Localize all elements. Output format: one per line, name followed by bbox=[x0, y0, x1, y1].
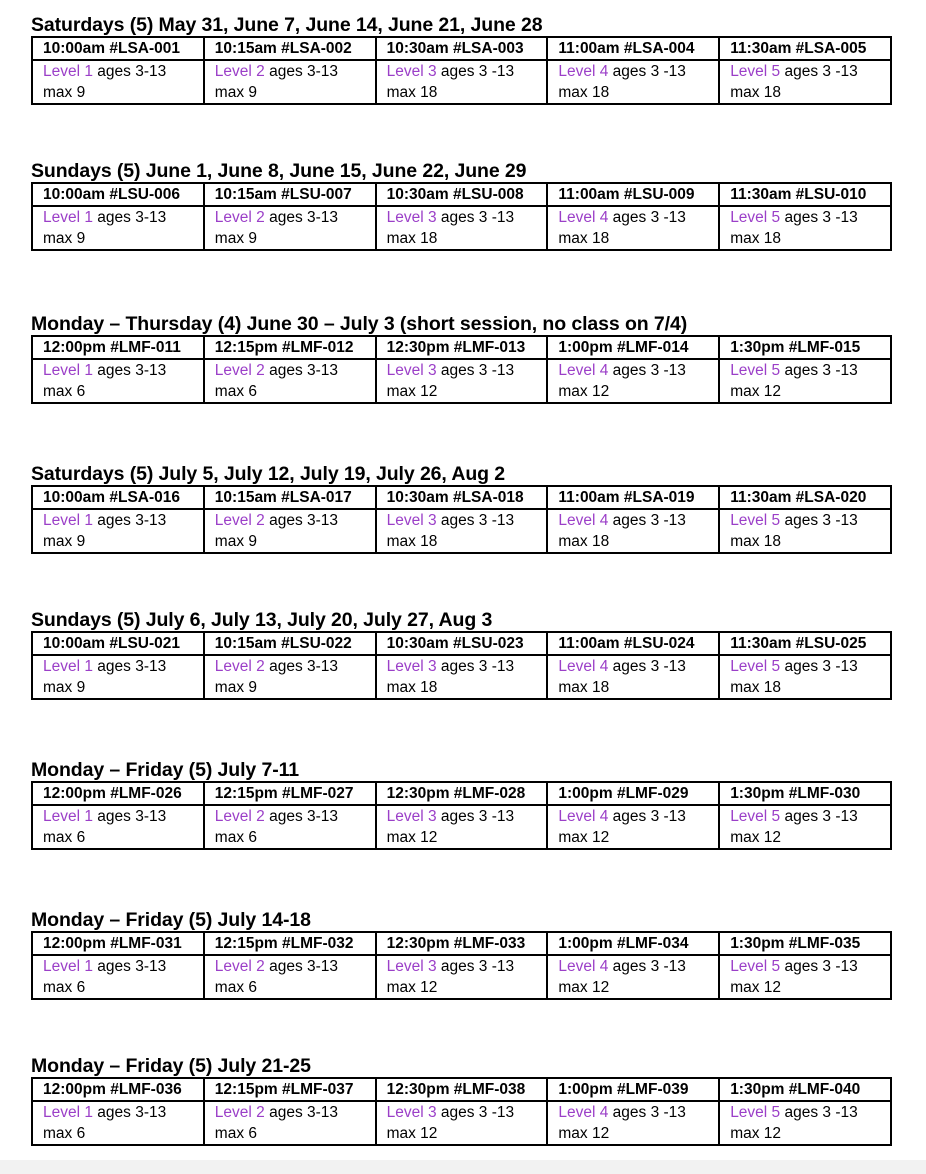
class-time-code: 11:00am #LSA-019 bbox=[547, 486, 719, 509]
max-text: max 6 bbox=[214, 829, 258, 846]
max-text: max 18 bbox=[730, 84, 782, 101]
table-detail-row bbox=[32, 206, 891, 250]
table-header-row bbox=[32, 486, 891, 509]
ages-text: ages 3 -13 bbox=[780, 808, 858, 825]
ages-text: ages 3 -13 bbox=[780, 63, 858, 80]
ages-text: ages 3 -13 bbox=[608, 63, 686, 80]
class-time-code: 12:00pm #LMF-026 bbox=[32, 782, 204, 805]
table-detail-row bbox=[32, 60, 891, 104]
session-block bbox=[31, 160, 890, 251]
class-time-code: 1:30pm #LMF-015 bbox=[719, 336, 891, 359]
level-label: Level 3 bbox=[386, 958, 437, 975]
class-detail-cell bbox=[719, 805, 891, 849]
level-label: Level 1 bbox=[43, 209, 93, 226]
class-detail-cell bbox=[204, 206, 376, 250]
class-time-code: 1:00pm #LMF-029 bbox=[547, 782, 719, 805]
class-time-code: 10:30am #LSU-008 bbox=[376, 183, 548, 206]
table-detail-row bbox=[32, 655, 891, 699]
class-time-code: 11:30am #LSA-005 bbox=[719, 37, 891, 60]
max-text: max 6 bbox=[214, 383, 258, 400]
max-text: max 9 bbox=[214, 679, 258, 696]
max-text: max 18 bbox=[730, 230, 782, 247]
class-time-code: 12:30pm #LMF-033 bbox=[376, 932, 548, 955]
ages-text: ages 3-13 bbox=[92, 958, 167, 975]
max-text: max 9 bbox=[214, 230, 258, 247]
ages-text: ages 3 -13 bbox=[780, 958, 858, 975]
class-time-code: 12:15pm #LMF-027 bbox=[204, 782, 376, 805]
ages-text: ages 3 -13 bbox=[608, 209, 686, 226]
max-text: max 18 bbox=[730, 533, 782, 550]
ages-text: ages 3 -13 bbox=[608, 1104, 686, 1121]
level-label: Level 1 bbox=[43, 958, 93, 975]
class-detail-cell bbox=[719, 1101, 891, 1145]
class-detail-cell bbox=[32, 955, 204, 999]
table-header-row bbox=[32, 183, 891, 206]
class-time-code: 12:15pm #LMF-037 bbox=[204, 1078, 376, 1101]
class-detail-cell bbox=[547, 60, 719, 104]
class-time-code: 1:00pm #LMF-039 bbox=[547, 1078, 719, 1101]
ages-text: ages 3 -13 bbox=[436, 209, 515, 226]
max-text: max 6 bbox=[43, 979, 86, 996]
ages-text: ages 3 -13 bbox=[780, 1104, 858, 1121]
class-time-code: 10:00am #LSA-001 bbox=[32, 37, 204, 60]
session-block bbox=[31, 14, 890, 105]
level-label: Level 2 bbox=[214, 808, 265, 825]
max-text: max 12 bbox=[558, 383, 610, 400]
class-time-code: 10:00am #LSU-021 bbox=[32, 632, 204, 655]
class-detail-cell bbox=[32, 1101, 204, 1145]
table-header-row bbox=[32, 336, 891, 359]
max-text: max 6 bbox=[43, 383, 86, 400]
class-time-code: 12:15pm #LMF-012 bbox=[204, 336, 376, 359]
level-label: Level 4 bbox=[558, 63, 609, 80]
class-time-code: 1:30pm #LMF-035 bbox=[719, 932, 891, 955]
class-time-code: 1:30pm #LMF-030 bbox=[719, 782, 891, 805]
session-block bbox=[31, 909, 890, 1000]
ages-text: ages 3 -13 bbox=[436, 1104, 515, 1121]
class-detail-cell bbox=[719, 509, 891, 553]
level-label: Level 2 bbox=[214, 63, 265, 80]
class-detail-cell bbox=[376, 1101, 548, 1145]
session-title: Monday – Friday (5) July 14-18 bbox=[31, 909, 311, 931]
level-label: Level 3 bbox=[386, 1104, 437, 1121]
level-label: Level 3 bbox=[386, 512, 437, 529]
table-detail-row bbox=[32, 955, 891, 999]
class-detail-cell bbox=[204, 1101, 376, 1145]
level-label: Level 5 bbox=[730, 209, 781, 226]
level-label: Level 2 bbox=[214, 512, 265, 529]
class-detail-cell bbox=[547, 509, 719, 553]
class-time-code: 10:30am #LSA-003 bbox=[376, 37, 548, 60]
ages-text: ages 3-13 bbox=[92, 209, 167, 226]
level-label: Level 4 bbox=[558, 209, 609, 226]
level-label: Level 1 bbox=[43, 512, 93, 529]
ages-text: ages 3-13 bbox=[264, 808, 339, 825]
session-title: Saturdays (5) May 31, June 7, June 14, June 21, June 28 bbox=[31, 14, 543, 36]
class-detail-cell bbox=[204, 955, 376, 999]
ages-text: ages 3 -13 bbox=[780, 209, 858, 226]
level-label: Level 5 bbox=[730, 1104, 781, 1121]
class-detail-cell bbox=[547, 805, 719, 849]
level-label: Level 2 bbox=[214, 958, 265, 975]
class-table bbox=[31, 931, 892, 1000]
level-label: Level 1 bbox=[43, 808, 93, 825]
class-detail-cell bbox=[32, 509, 204, 553]
level-label: Level 4 bbox=[558, 808, 609, 825]
class-detail-cell bbox=[204, 509, 376, 553]
session-title: Monday – Thursday (4) June 30 – July 3 (short session, no class on 7/4) bbox=[31, 313, 688, 335]
class-detail-cell bbox=[376, 60, 548, 104]
max-text: max 6 bbox=[43, 1125, 86, 1142]
class-time-code: 1:00pm #LMF-034 bbox=[547, 932, 719, 955]
max-text: max 18 bbox=[730, 679, 782, 696]
table-header-row bbox=[32, 37, 891, 60]
ages-text: ages 3 -13 bbox=[608, 362, 686, 379]
class-time-code: 11:30am #LSA-020 bbox=[719, 486, 891, 509]
level-label: Level 4 bbox=[558, 958, 609, 975]
max-text: max 18 bbox=[386, 84, 438, 101]
level-label: Level 3 bbox=[386, 63, 437, 80]
ages-text: ages 3-13 bbox=[92, 1104, 167, 1121]
ages-text: ages 3 -13 bbox=[780, 658, 858, 675]
level-label: Level 1 bbox=[43, 1104, 93, 1121]
level-label: Level 4 bbox=[558, 658, 609, 675]
session-title: Saturdays (5) July 5, July 12, July 19, July 26, Aug 2 bbox=[31, 463, 506, 485]
max-text: max 12 bbox=[730, 383, 782, 400]
level-label: Level 2 bbox=[214, 658, 265, 675]
ages-text: ages 3 -13 bbox=[780, 362, 858, 379]
class-detail-cell bbox=[547, 359, 719, 403]
class-time-code: 12:30pm #LMF-013 bbox=[376, 336, 548, 359]
max-text: max 12 bbox=[386, 1125, 438, 1142]
max-text: max 12 bbox=[730, 1125, 782, 1142]
ages-text: ages 3 -13 bbox=[608, 958, 686, 975]
max-text: max 9 bbox=[43, 533, 86, 550]
max-text: max 6 bbox=[214, 979, 258, 996]
max-text: max 9 bbox=[43, 679, 86, 696]
max-text: max 12 bbox=[558, 1125, 610, 1142]
level-label: Level 1 bbox=[43, 658, 93, 675]
class-detail-cell bbox=[32, 655, 204, 699]
max-text: max 18 bbox=[386, 679, 438, 696]
session-block bbox=[31, 463, 890, 554]
class-time-code: 10:00am #LSA-016 bbox=[32, 486, 204, 509]
ages-text: ages 3 -13 bbox=[780, 512, 858, 529]
class-table bbox=[31, 1077, 892, 1146]
ages-text: ages 3 -13 bbox=[436, 658, 515, 675]
max-text: max 9 bbox=[43, 230, 86, 247]
max-text: max 12 bbox=[386, 383, 438, 400]
max-text: max 18 bbox=[386, 230, 438, 247]
max-text: max 6 bbox=[214, 1125, 258, 1142]
class-time-code: 12:00pm #LMF-011 bbox=[32, 336, 204, 359]
class-detail-cell bbox=[32, 206, 204, 250]
ages-text: ages 3-13 bbox=[264, 209, 339, 226]
ages-text: ages 3-13 bbox=[264, 958, 339, 975]
class-time-code: 11:00am #LSA-004 bbox=[547, 37, 719, 60]
session-block bbox=[31, 609, 890, 700]
max-text: max 18 bbox=[558, 230, 610, 247]
class-detail-cell bbox=[32, 359, 204, 403]
class-detail-cell bbox=[204, 359, 376, 403]
max-text: max 9 bbox=[214, 533, 258, 550]
max-text: max 12 bbox=[730, 829, 782, 846]
ages-text: ages 3-13 bbox=[264, 512, 339, 529]
session-block bbox=[31, 759, 890, 850]
class-time-code: 10:15am #LSU-022 bbox=[204, 632, 376, 655]
ages-text: ages 3 -13 bbox=[608, 808, 686, 825]
session-title: Sundays (5) June 1, June 8, June 15, June 22, June 29 bbox=[31, 160, 527, 182]
class-detail-cell bbox=[547, 1101, 719, 1145]
class-time-code: 11:30am #LSU-025 bbox=[719, 632, 891, 655]
class-table bbox=[31, 335, 892, 404]
ages-text: ages 3 -13 bbox=[436, 362, 515, 379]
class-time-code: 12:00pm #LMF-036 bbox=[32, 1078, 204, 1101]
ages-text: ages 3 -13 bbox=[436, 63, 515, 80]
class-detail-cell bbox=[32, 805, 204, 849]
class-time-code: 1:00pm #LMF-014 bbox=[547, 336, 719, 359]
table-detail-row bbox=[32, 359, 891, 403]
level-label: Level 2 bbox=[214, 209, 265, 226]
class-table bbox=[31, 631, 892, 700]
class-time-code: 10:30am #LSU-023 bbox=[376, 632, 548, 655]
class-detail-cell bbox=[719, 955, 891, 999]
max-text: max 18 bbox=[558, 679, 610, 696]
class-time-code: 11:30am #LSU-010 bbox=[719, 183, 891, 206]
ages-text: ages 3 -13 bbox=[608, 512, 686, 529]
max-text: max 12 bbox=[558, 829, 610, 846]
level-label: Level 1 bbox=[43, 362, 93, 379]
level-label: Level 5 bbox=[730, 362, 781, 379]
ages-text: ages 3-13 bbox=[92, 63, 167, 80]
level-label: Level 3 bbox=[386, 209, 437, 226]
level-label: Level 3 bbox=[386, 808, 437, 825]
class-detail-cell bbox=[719, 359, 891, 403]
session-block bbox=[31, 313, 890, 404]
class-detail-cell bbox=[719, 655, 891, 699]
class-detail-cell bbox=[547, 206, 719, 250]
class-detail-cell bbox=[204, 655, 376, 699]
class-detail-cell bbox=[719, 60, 891, 104]
session-title: Monday – Friday (5) July 21-25 bbox=[31, 1055, 311, 1077]
ages-text: ages 3-13 bbox=[92, 808, 167, 825]
session-title: Sundays (5) July 6, July 13, July 20, July 27, Aug 3 bbox=[31, 609, 493, 631]
class-detail-cell bbox=[204, 60, 376, 104]
table-header-row bbox=[32, 932, 891, 955]
class-time-code: 1:30pm #LMF-040 bbox=[719, 1078, 891, 1101]
class-time-code: 12:30pm #LMF-038 bbox=[376, 1078, 548, 1101]
ages-text: ages 3 -13 bbox=[436, 808, 515, 825]
class-detail-cell bbox=[547, 655, 719, 699]
ages-text: ages 3 -13 bbox=[436, 512, 515, 529]
class-detail-cell bbox=[376, 359, 548, 403]
table-header-row bbox=[32, 1078, 891, 1101]
ages-text: ages 3 -13 bbox=[608, 658, 686, 675]
class-detail-cell bbox=[376, 655, 548, 699]
max-text: max 12 bbox=[558, 979, 610, 996]
level-label: Level 5 bbox=[730, 808, 781, 825]
class-time-code: 12:00pm #LMF-031 bbox=[32, 932, 204, 955]
session-block bbox=[31, 1055, 890, 1146]
class-detail-cell bbox=[204, 805, 376, 849]
class-table bbox=[31, 36, 892, 105]
table-detail-row bbox=[32, 509, 891, 553]
class-detail-cell bbox=[376, 805, 548, 849]
level-label: Level 5 bbox=[730, 958, 781, 975]
class-time-code: 11:00am #LSU-024 bbox=[547, 632, 719, 655]
ages-text: ages 3-13 bbox=[92, 362, 167, 379]
class-detail-cell bbox=[376, 955, 548, 999]
max-text: max 9 bbox=[214, 84, 258, 101]
max-text: max 12 bbox=[730, 979, 782, 996]
level-label: Level 4 bbox=[558, 512, 609, 529]
table-header-row bbox=[32, 782, 891, 805]
class-table bbox=[31, 182, 892, 251]
page-bottom-strip bbox=[0, 1160, 926, 1174]
ages-text: ages 3-13 bbox=[264, 63, 339, 80]
level-label: Level 2 bbox=[214, 1104, 265, 1121]
max-text: max 18 bbox=[386, 533, 438, 550]
class-time-code: 10:00am #LSU-006 bbox=[32, 183, 204, 206]
class-time-code: 10:15am #LSU-007 bbox=[204, 183, 376, 206]
level-label: Level 3 bbox=[386, 362, 437, 379]
class-table bbox=[31, 781, 892, 850]
class-time-code: 10:15am #LSA-002 bbox=[204, 37, 376, 60]
ages-text: ages 3-13 bbox=[264, 362, 339, 379]
ages-text: ages 3 -13 bbox=[436, 958, 515, 975]
session-title: Monday – Friday (5) July 7-11 bbox=[31, 759, 300, 781]
level-label: Level 4 bbox=[558, 1104, 609, 1121]
table-header-row bbox=[32, 632, 891, 655]
class-time-code: 10:30am #LSA-018 bbox=[376, 486, 548, 509]
max-text: max 6 bbox=[43, 829, 86, 846]
class-detail-cell bbox=[32, 60, 204, 104]
class-detail-cell bbox=[376, 206, 548, 250]
class-detail-cell bbox=[547, 955, 719, 999]
level-label: Level 1 bbox=[43, 63, 93, 80]
max-text: max 12 bbox=[386, 979, 438, 996]
class-detail-cell bbox=[719, 206, 891, 250]
class-table bbox=[31, 485, 892, 554]
level-label: Level 5 bbox=[730, 658, 781, 675]
ages-text: ages 3-13 bbox=[264, 1104, 339, 1121]
max-text: max 12 bbox=[386, 829, 438, 846]
ages-text: ages 3-13 bbox=[264, 658, 339, 675]
class-time-code: 12:30pm #LMF-028 bbox=[376, 782, 548, 805]
table-detail-row bbox=[32, 1101, 891, 1145]
max-text: max 9 bbox=[43, 84, 86, 101]
level-label: Level 5 bbox=[730, 512, 781, 529]
class-detail-cell bbox=[376, 509, 548, 553]
level-label: Level 3 bbox=[386, 658, 437, 675]
level-label: Level 4 bbox=[558, 362, 609, 379]
class-time-code: 12:15pm #LMF-032 bbox=[204, 932, 376, 955]
class-time-code: 10:15am #LSA-017 bbox=[204, 486, 376, 509]
max-text: max 18 bbox=[558, 533, 610, 550]
table-detail-row bbox=[32, 805, 891, 849]
max-text: max 18 bbox=[558, 84, 610, 101]
ages-text: ages 3-13 bbox=[92, 658, 167, 675]
class-time-code: 11:00am #LSU-009 bbox=[547, 183, 719, 206]
level-label: Level 2 bbox=[214, 362, 265, 379]
level-label: Level 5 bbox=[730, 63, 781, 80]
ages-text: ages 3-13 bbox=[92, 512, 167, 529]
